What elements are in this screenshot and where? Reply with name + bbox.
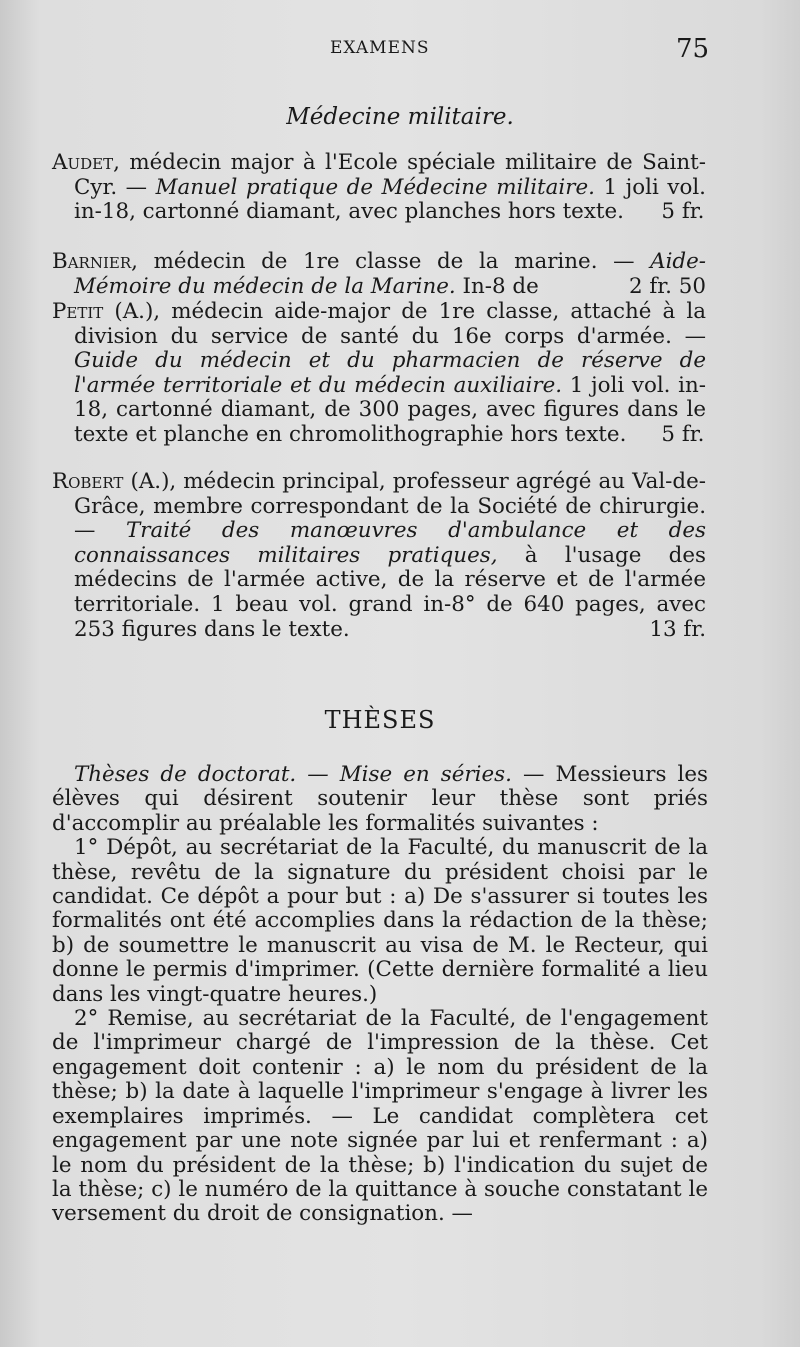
entry-title: Guide du médecin et du pharmacien de réserve de l'armée territoriale et du médecin auxiliaire. <box>74 348 706 398</box>
section-title-medecine-militaire: Médecine militaire. <box>286 104 514 130</box>
bibliography-entry-barnier <box>52 250 706 299</box>
bibliography-entry-robert <box>52 470 706 642</box>
entry-title: Traité des manœuvres d'ambulance et des connaissances militaires pratiques, <box>74 518 706 568</box>
entry-price: 13 fr. <box>649 616 706 642</box>
bibliography-entry-petit <box>52 300 706 448</box>
entry-title: Aide-Mémoire du médecin de la Marine. <box>74 249 706 299</box>
entry-text: 1 joli vol. in-18, cartonné diamant, de 300 pages, avec figures dans le texte et planche en chromolithographie hors texte. <box>74 372 707 447</box>
running-head <box>0 36 800 66</box>
bibliography-entry-audet <box>52 151 706 225</box>
entry-title: Manuel pratique de Médecine militaire. <box>155 174 595 200</box>
theses-body <box>52 763 708 1227</box>
entry-text: médecin de 1re classe de la marine. — <box>137 249 651 274</box>
entry-author: Barnier, <box>52 249 138 274</box>
section-title-theses: THÈSES <box>324 706 436 734</box>
entry-author: Audet, <box>52 150 120 175</box>
entry-text: (A.), médecin principal, professeur agrégé au Val-de-Grâce, membre correspondant de la Société de chirurgie. — <box>74 469 706 544</box>
entry-price: 5 fr. <box>661 421 705 447</box>
running-title: EXAMENS <box>330 38 430 58</box>
entry-text: médecin major à l'Ecole spéciale militaire de Saint-Cyr. — <box>74 150 706 200</box>
theses-paragraph-1: 1° Dépôt, au secrétariat de la Faculté, du manuscrit de la thèse, revêtu de la signature du président choisi par le candidat. Ce dépôt a pour but : a) De s'assurer si toutes les formalités ont été accomplies dans la rédaction de la thèse; b) de soumettre le manuscrit au visa de M. le Recteur, qui donne le permis d'imprimer. (Cette dernière formalité a lieu dans les vingt-quatre heures.) <box>52 835 708 1007</box>
theses-paragraph-2: 2° Remise, au secrétariat de la Faculté, de l'engagement de l'imprimeur chargé de l'impression de la thèse. Cet engagement doit contenir : a) le nom du président de la thèse; b) la date à laquelle l'imprimeur s'engage à livrer les exemplaires imprimés. — Le candidat complètera cet engagement par une note signée par lui et renfermant : a) le nom du président de la thèse; b) l'indication du sujet de la thèse; c) le numéro de la quittance à souche constatant le versement du droit de consignation. — <box>52 1006 708 1227</box>
entry-price: 5 fr. <box>661 199 705 225</box>
entry-text: In-8 de <box>455 273 539 299</box>
entry-author: Robert <box>52 469 124 494</box>
theses-intro-paragraph <box>52 763 708 836</box>
entry-price: 2 fr. 50 <box>628 273 706 299</box>
entry-text: (A.), médecin aide-major de 1re classe, attaché à la division du service de santé du 16e corps d'armée. — <box>74 299 706 349</box>
entry-text: à l'usage des médecins de l'armée active, de la réserve et de l'armée territoriale. 1 beau vol. grand in-8° de 640 pages, avec 253 figures dans le texte. <box>74 542 707 642</box>
theses-lead: Thèses de doctorat. — Mise en séries. <box>74 762 512 787</box>
page-number: 75 <box>676 34 710 64</box>
theses-lead-rest: — Messieurs les élèves qui désirent soutenir leur thèse sont priés d'accomplir au préalable les formalités suivantes : <box>52 762 708 836</box>
entry-text: 1 joli vol. in-18, cartonné diamant, avec planches hors texte. <box>74 174 706 225</box>
entry-author: Petit <box>52 299 104 324</box>
